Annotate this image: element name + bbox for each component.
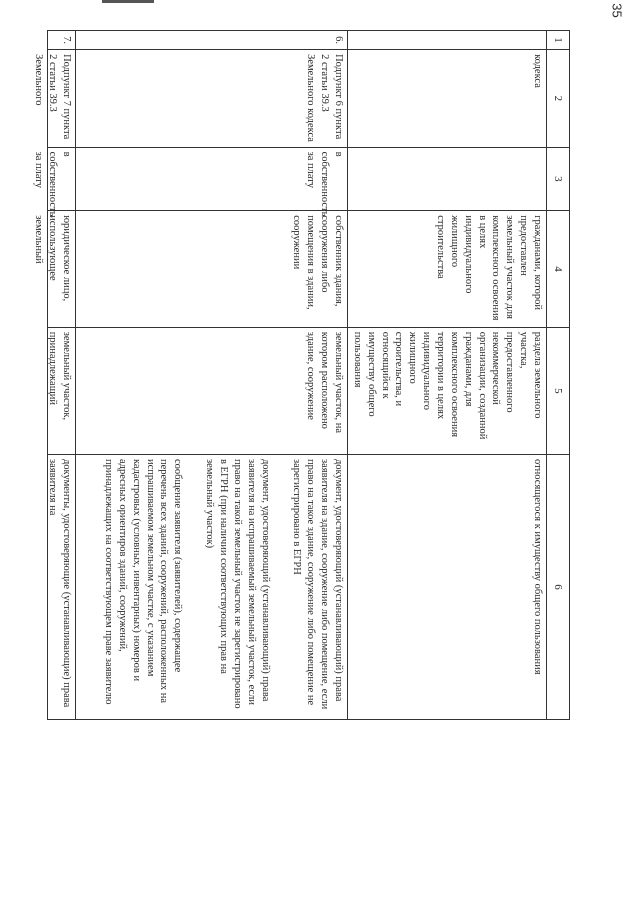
row7-basis: Подпункт 7 пункта 2 статьи 39.3 Земельного [33,54,72,140]
header-row [547,31,570,720]
row6-applicant: собственник здания, сооружения либо помещения в здании, сооружении [75,211,347,328]
services-table [33,30,570,720]
cont-plot: раздела земельного участка, предоставленного некоммерческой организации, созданной гражданами, для комплексного освоения территории в целях индивидуального жилищного строительства, и относящийся к имуществу общего пользования [347,327,546,454]
header-col-1: 1 [547,31,570,50]
row6-num: 6. [75,31,347,50]
header-col-3: 3 [547,147,570,211]
header-col-6: 6 [547,454,570,719]
scan-edge-mark [102,0,154,3]
cont-num [347,31,546,50]
row7-type: в собственность за плату [33,151,72,217]
header-col-2: 2 [547,50,570,148]
page-number: 35 [609,3,625,18]
cont-applicant: гражданами, которой предоставлен земельный участок для комплексного освоения в целях индивидуального жилищного строительства [347,211,546,328]
row7-docs: документы, удостоверяющие (устанавливающие) права заявителя на [47,458,72,708]
header-col-4: 4 [547,211,570,328]
row7-basis-cell [33,50,75,148]
row7-docs-cell [47,454,75,719]
header-col-5: 5 [547,327,570,454]
cont-docs: относящегося к имуществу общего пользования [347,454,546,719]
row6-doc-3: сообщение заявителя (заявителей), содержащее перечень всех зданий, сооружений, расположенных на испрашиваемом земельном участке, с указанием кадастровых (условных, инвентарных) номеров и адресных ориентиров зданий, сооружений, принадлежащих на соответствующем праве заявителю [102,458,184,705]
row6-basis: Подпункт 6 пункта 2 статьи 39.3 Земельного кодекса [75,50,347,148]
row6-type: в собственность за плату [75,147,347,211]
row6-doc-1: документ, удостоверяющий (устанавливающий) права заявителя на здание, сооружение либо помещение, если право на такое здание, сооружение либо помещение не зарегистрировано в ЕГРН [291,458,344,710]
rotated-table-area [33,30,570,720]
row7-applicant: юридическое лицо, использующее земельный [33,215,72,302]
table-row-7 [47,31,75,720]
row6-plot: земельный участок, на котором расположено здание, сооружение [75,327,347,454]
row7-plot-cell [47,327,75,454]
row7-type-cell [33,147,75,217]
table-row-continued [347,31,546,720]
row7-num: 7. [47,31,75,50]
cont-type [347,147,546,211]
row7-plot: земельный участок, принадлежащий [47,331,72,421]
cont-basis: кодекса [347,50,546,148]
row7-applicant-cell [33,211,75,328]
row6-docs [75,454,347,719]
table-row-6 [75,31,347,720]
row6-doc-2: документ, удостоверяющий (устанавливающий) права заявителя на испрашиваемый земельный участок, если право на такой земельный участок не зарегистрировано в ЕГРН (при наличии соответствующих прав на земельный участок) [204,458,271,709]
